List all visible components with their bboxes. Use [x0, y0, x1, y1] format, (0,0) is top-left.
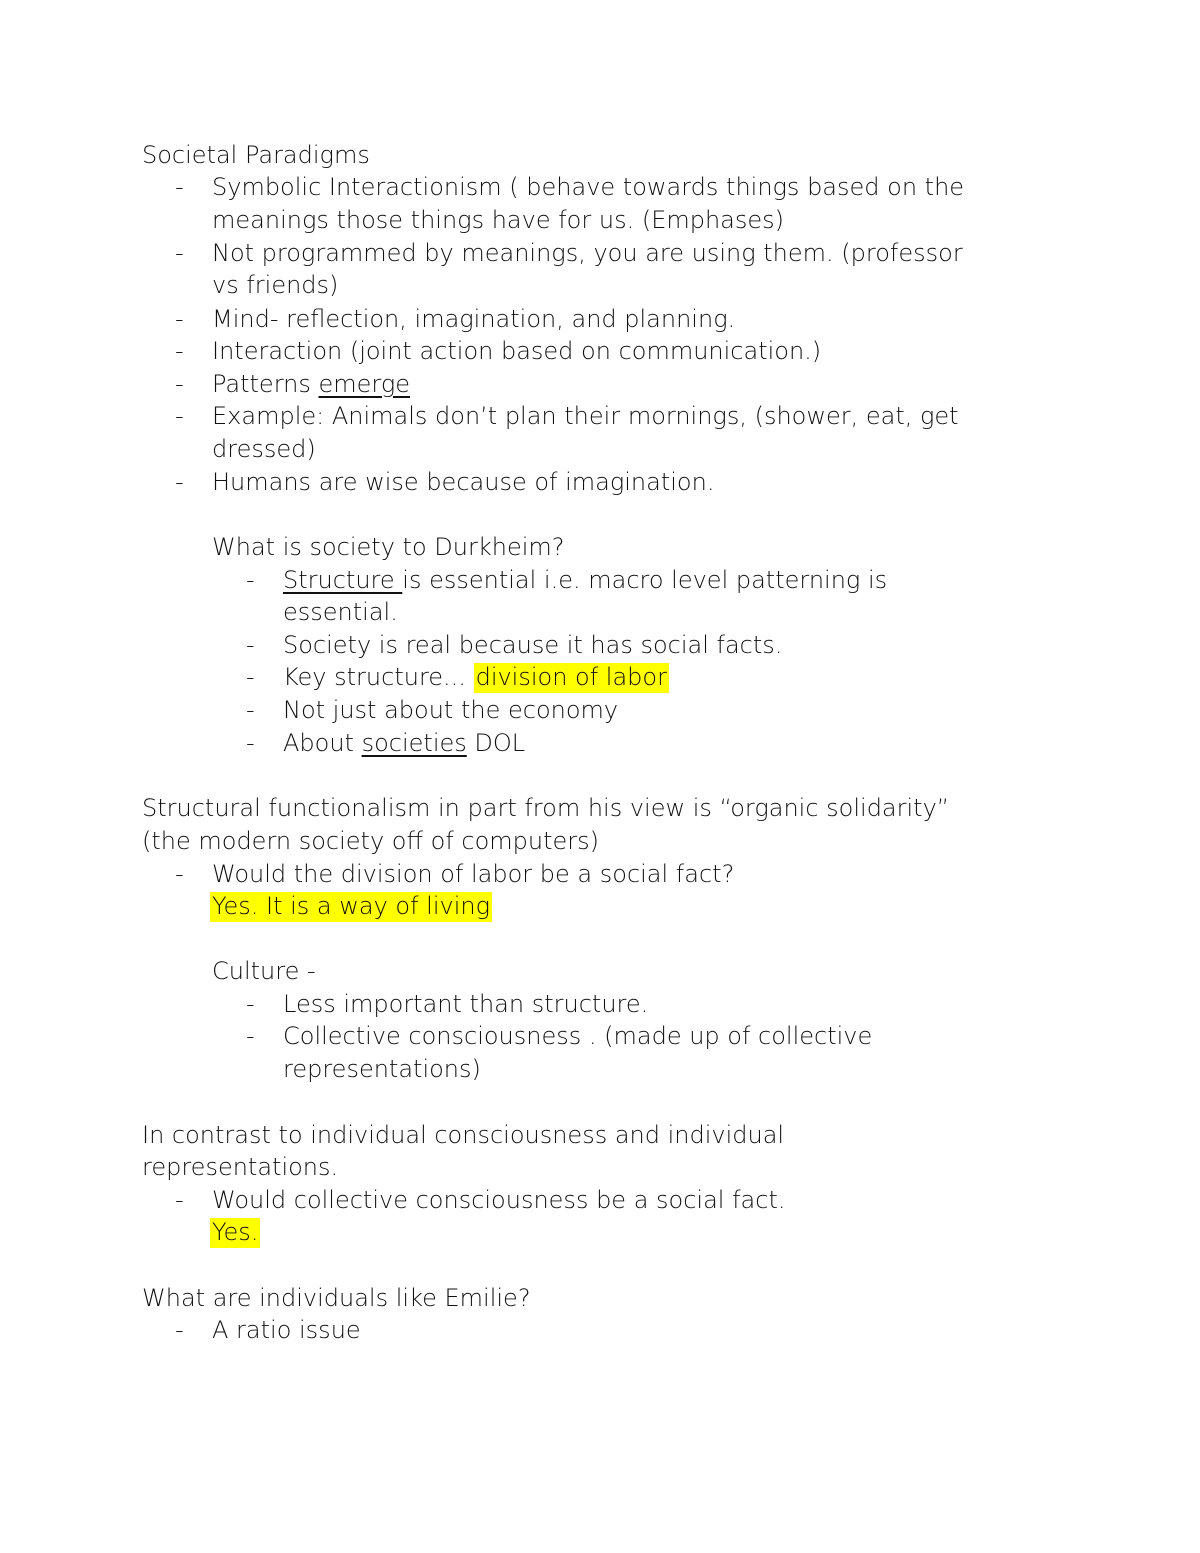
answer-line	[210, 1216, 260, 1249]
list-item-text: Example: Animals don’t plan their mornings, (shower, eat, get	[212, 402, 959, 430]
bullet-dash: -	[246, 566, 255, 594]
section-heading: Societal Paradigms	[142, 141, 370, 169]
bullet-dash: -	[246, 1022, 255, 1050]
list-item-text: A ratio issue	[212, 1316, 361, 1344]
subheading: What is society to Durkheim?	[212, 533, 565, 561]
bullet-dash: -	[175, 860, 184, 888]
subheading: Culture -	[212, 957, 316, 985]
list-item-text: Society is real because it has social facts.	[283, 631, 783, 659]
list-item-text: representations)	[283, 1055, 481, 1083]
list-item-text: Interaction (joint action based on communication.)	[212, 337, 822, 365]
highlighted-text: division of labor	[475, 663, 667, 691]
list-item-text: Not programmed by meanings, you are using them. (professor	[212, 239, 963, 267]
paragraph-line: representations.	[142, 1153, 339, 1181]
list-item-text: dressed)	[212, 435, 316, 463]
list-item-text	[212, 368, 410, 401]
list-item-text: vs friends)	[212, 271, 339, 299]
list-item-text: Collective consciousness . (made up of collective	[283, 1022, 873, 1050]
highlighted-text: Yes.	[212, 1218, 259, 1246]
list-item-text	[283, 727, 525, 760]
list-item-text: essential.	[283, 598, 398, 626]
list-item-text: Humans are wise because of imagination.	[212, 468, 715, 496]
list-item-text: meanings those things have for us. (Emphases)	[212, 206, 785, 234]
bullet-dash: -	[175, 173, 184, 201]
bullet-dash: -	[246, 696, 255, 724]
paragraph-line: What are individuals like Emilie?	[142, 1284, 531, 1312]
highlighted-text: Yes. It is a way of living	[212, 892, 491, 920]
bullet-dash: -	[246, 631, 255, 659]
bullet-dash: -	[246, 663, 255, 691]
text-run: DOL	[466, 729, 526, 757]
underlined-text: emerge	[318, 370, 411, 398]
list-item-text	[283, 564, 887, 597]
list-item-text: Mind- reflection, imagination, and planning.	[212, 305, 736, 333]
underlined-text: Structure	[283, 566, 403, 594]
list-item-text: Symbolic Interactionism ( behave towards things based on the	[212, 173, 965, 201]
bullet-dash: -	[175, 402, 184, 430]
bullet-dash: -	[175, 370, 184, 398]
bullet-dash: -	[175, 305, 184, 333]
list-item-text: Would the division of labor be a social fact?	[212, 860, 735, 888]
text-run: Patterns	[212, 370, 319, 398]
text-run: is essential i.e. macro level patterning is	[402, 566, 888, 594]
bullet-dash: -	[246, 729, 255, 757]
bullet-dash: -	[246, 990, 255, 1018]
text-run: About	[283, 729, 362, 757]
paragraph-line: Structural functionalism in part from his view is “organic solidarity”	[142, 794, 950, 822]
paragraph-line: In contrast to individual consciousness and individual	[142, 1121, 785, 1149]
bullet-dash: -	[175, 1316, 184, 1344]
answer-line	[210, 890, 492, 923]
list-item-text: Less important than structure.	[283, 990, 649, 1018]
underlined-text: societies	[361, 729, 467, 757]
list-item-text	[283, 661, 669, 694]
list-item-text: Not just about the economy	[283, 696, 619, 724]
text-run: Key structure...	[283, 663, 474, 691]
bullet-dash: -	[175, 337, 184, 365]
bullet-dash: -	[175, 239, 184, 267]
bullet-dash: -	[175, 1186, 184, 1214]
bullet-dash: -	[175, 468, 184, 496]
paragraph-line: (the modern society off of computers)	[142, 827, 600, 855]
list-item-text: Would collective consciousness be a social fact.	[212, 1186, 786, 1214]
